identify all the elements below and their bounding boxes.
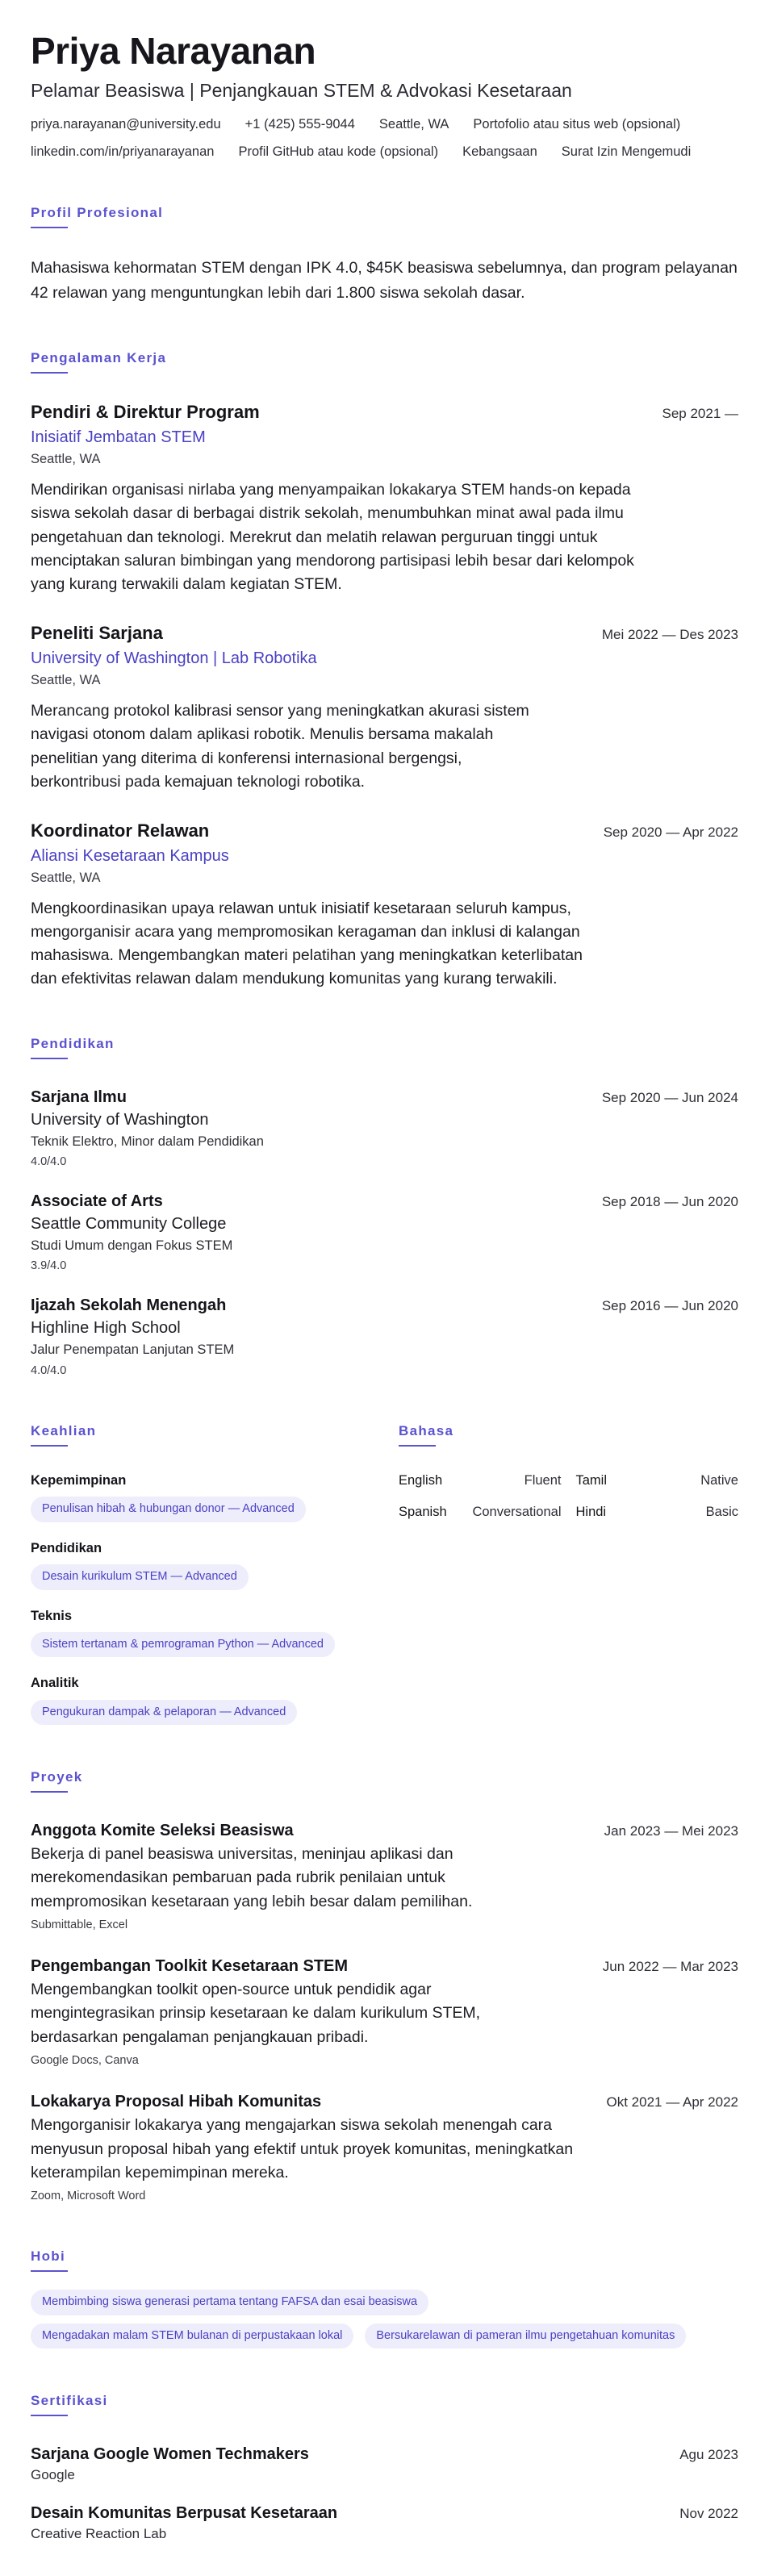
- skill-category: Teknis: [31, 1608, 73, 1623]
- section-divider: [31, 372, 68, 374]
- education-entry: [31, 1087, 738, 1170]
- language-item: [399, 1472, 562, 1489]
- section-title: Bahasa: [399, 1422, 454, 1438]
- experience-entry: [31, 622, 738, 794]
- section-title: Profil Profesional: [31, 205, 164, 220]
- employer-name: Inisiatif Jembatan STEM: [31, 428, 206, 446]
- gpa: 4.0/4.0: [31, 1154, 67, 1168]
- skill-category: Analitik: [31, 1676, 79, 1691]
- experience-entry: [31, 401, 738, 596]
- section-title: Keahlian: [31, 1422, 97, 1438]
- project-dates: Jun 2022 — Mar 2023: [602, 1959, 738, 1975]
- certifications-section: [31, 2394, 738, 2544]
- languages-section: [399, 1424, 738, 1725]
- section-divider: [31, 2270, 68, 2272]
- education-entry: [31, 1295, 738, 1378]
- project-entry: [31, 1820, 738, 1933]
- hobby-pill: Bersukarelawan di pameran ilmu pengetahuan komunitas: [365, 2323, 686, 2348]
- linkedin-link[interactable]: linkedin.com/in/priyanarayanan: [31, 144, 215, 160]
- section-title: Hobi: [31, 2248, 65, 2265]
- job-location: Seattle, WA: [31, 870, 101, 885]
- skill-group: [31, 1608, 353, 1658]
- language-name: Tamil: [575, 1472, 608, 1488]
- certification-issuer: Creative Reaction Lab: [31, 2525, 167, 2541]
- field-of-study: Jalur Penempatan Lanjutan STEM: [31, 1342, 235, 1358]
- education-dates: Sep 2018 — Jun 2020: [601, 1194, 738, 1210]
- project-dates: Jan 2023 — Mei 2023: [604, 1823, 738, 1839]
- job-dates: Sep 2021 —: [662, 406, 738, 422]
- contact-info: [31, 117, 738, 161]
- certification-date: Nov 2022: [679, 2505, 738, 2521]
- degree-title: Ijazah Sekolah Menengah: [31, 1296, 227, 1315]
- field-of-study: Studi Umum dengan Fokus STEM: [31, 1238, 233, 1254]
- language-level: Conversational: [472, 1505, 562, 1520]
- language-level: Basic: [705, 1505, 738, 1520]
- skills-section: [31, 1424, 353, 1725]
- language-item: [576, 1472, 739, 1489]
- contact-row: [31, 117, 738, 133]
- nationality-text: Kebangsaan: [462, 144, 537, 160]
- project-title: Pengembangan Toolkit Kesetaraan STEM: [31, 1957, 349, 1976]
- job-title: Pendiri & Direktur Program: [31, 402, 260, 423]
- skill-group: [31, 1675, 353, 1725]
- language-item: [399, 1504, 562, 1521]
- section-divider: [31, 1058, 68, 1059]
- skill-pill: Penulisan hibah & hubungan donor — Advanced: [31, 1497, 306, 1522]
- job-dates: Sep 2020 — Apr 2022: [603, 825, 738, 840]
- job-location: Seattle, WA: [31, 672, 101, 687]
- language-level: Fluent: [524, 1472, 562, 1488]
- skills-languages-row: [31, 1424, 738, 1725]
- job-description: Merancang protokol kalibrasi sensor yang meningkatkan akurasi sistem navigasi otonom dalam aplikasi robotik. Menulis bersama makalah penelitian yang diterima di konferensi internasional bergengsi, berkontribusi pada kemajuan teknologi robotika.: [31, 702, 529, 791]
- candidate-name: Priya Narayanan: [31, 30, 316, 72]
- drivers-license-text: Surat Izin Mengemudi: [561, 144, 692, 160]
- experience-entry: [31, 820, 738, 992]
- skill-pill: Pengukuran dampak & pelaporan — Advanced: [31, 1700, 297, 1725]
- section-title: Sertifikasi: [31, 2393, 108, 2409]
- school-name: Highline High School: [31, 1319, 181, 1338]
- language-name: Spanish: [399, 1505, 447, 1520]
- hobby-list: [31, 2290, 757, 2348]
- hobby-pill: Mengadakan malam STEM bulanan di perpustakaan lokal: [31, 2323, 353, 2348]
- contact-row: [31, 144, 738, 161]
- section-divider: [31, 1445, 68, 1447]
- skill-category: Kepemimpinan: [31, 1472, 127, 1488]
- language-name: Hindi: [575, 1505, 607, 1520]
- profile-summary: Mahasiswa kehormatan STEM dengan IPK 4.0, $45K beasiswa sebelumnya, dan program pelayanan 42 relawan yang menguntungkan lebih dari 1.800 siswa sekolah dasar.: [31, 259, 738, 303]
- project-entry: [31, 1956, 738, 2069]
- job-description: Mengkoordinasikan upaya relawan untuk inisiatif kesetaraan seluruh kampus, mengorganisir acara yang mempromosikan keragaman dan inklusi di kalangan mahasiswa. Mengembangkan materi pelatihan yang meningkatkan keterlibatan dan efektivitas relawan dalam mendukung komunitas yang kurang terwakili.: [31, 899, 583, 988]
- certification-issuer: Google: [31, 2467, 75, 2483]
- job-title: Peneliti Sarjana: [31, 623, 163, 644]
- section-title: Proyek: [31, 1769, 83, 1785]
- certification-title: Sarjana Google Women Techmakers: [31, 2445, 309, 2464]
- section-divider: [31, 227, 68, 228]
- projects-section: [31, 1770, 738, 2204]
- skill-category: Pendidikan: [31, 1540, 102, 1555]
- skill-group: [31, 1472, 353, 1522]
- skill-group: [31, 1540, 353, 1590]
- profile-section: [31, 206, 738, 306]
- hobbies-section: [31, 2249, 738, 2348]
- job-location: Seattle, WA: [31, 451, 101, 466]
- gpa: 3.9/4.0: [31, 1259, 67, 1273]
- project-tools: Submittable, Excel: [31, 1918, 128, 1931]
- job-description: Mendirikan organisasi nirlaba yang menyampaikan lokakarya STEM hands-on kepada siswa sekolah dasar di berbagai distrik sekolah, menumbuhkan minat awal pada ilmu pengetahuan dan teknologi. Merekrut dan melatih relawan perguruan tinggi untuk menciptakan saluran bimbingan yang mendorong partisipasi lebih besar dari kelompok yang kurang terwakili dalam kegiatan STEM.: [31, 481, 634, 594]
- project-title: Anggota Komite Seleksi Beasiswa: [31, 1822, 294, 1840]
- language-item: [576, 1504, 739, 1521]
- email-link[interactable]: priya.narayanan@university.edu: [31, 117, 221, 132]
- certification-title: Desain Komunitas Berpusat Kesetaraan: [31, 2503, 338, 2522]
- employer-name: University of Washington | Lab Robotika: [31, 649, 317, 667]
- school-name: Seattle Community College: [31, 1215, 227, 1234]
- skill-pill: Sistem tertanam & pemrograman Python — Advanced: [31, 1632, 335, 1657]
- candidate-subtitle: Pelamar Beasiswa | Penjangkauan STEM & Advokasi Kesetaraan: [31, 79, 572, 101]
- certification-date: Agu 2023: [679, 2447, 738, 2463]
- project-tools: Google Docs, Canva: [31, 2053, 139, 2067]
- education-dates: Sep 2020 — Jun 2024: [601, 1089, 738, 1105]
- phone-link[interactable]: +1 (425) 555-9044: [244, 117, 355, 132]
- education-dates: Sep 2016 — Jun 2020: [601, 1298, 738, 1314]
- project-description: Bekerja di panel beasiswa universitas, meninjau aplikasi dan merekomendasikan pembaruan pada rubrik penilaian untuk mempromosikan kesetaraan yang lebih besar dalam pemilihan.: [31, 1845, 473, 1910]
- section-divider: [31, 2415, 68, 2416]
- field-of-study: Teknik Elektro, Minor dalam Pendidikan: [31, 1134, 264, 1149]
- project-entry: [31, 2091, 738, 2204]
- employer-name: Aliansi Kesetaraan Kampus: [31, 846, 229, 865]
- certification-entry: [31, 2444, 738, 2485]
- job-dates: Mei 2022 — Des 2023: [601, 627, 738, 643]
- project-tools: Zoom, Microsoft Word: [31, 2190, 146, 2203]
- job-title: Koordinator Relawan: [31, 820, 210, 841]
- project-description: Mengembangkan toolkit open-source untuk pendidik agar mengintegrasikan prinsip kesetaraan ke dalam kurikulum STEM, berdasarkan pengalaman penjangkauan pribadi.: [31, 1981, 481, 2046]
- portfolio-link[interactable]: Portofolio atau situs web (opsional): [473, 117, 681, 132]
- language-name: English: [399, 1472, 443, 1488]
- project-dates: Okt 2021 — Apr 2022: [606, 2094, 738, 2110]
- github-link[interactable]: Profil GitHub atau kode (opsional): [238, 144, 439, 160]
- section-divider: [399, 1445, 436, 1447]
- gpa: 4.0/4.0: [31, 1363, 67, 1377]
- section-divider: [31, 1791, 68, 1793]
- language-level: Native: [700, 1472, 738, 1488]
- location-text: Seattle, WA: [378, 117, 449, 132]
- degree-title: Associate of Arts: [31, 1192, 163, 1211]
- project-title: Lokakarya Proposal Hibah Komunitas: [31, 2093, 322, 2111]
- section-title: Pengalaman Kerja: [31, 350, 167, 366]
- experience-section: [31, 351, 738, 991]
- skill-pill: Desain kurikulum STEM — Advanced: [31, 1564, 249, 1589]
- degree-title: Sarjana Ilmu: [31, 1088, 127, 1106]
- resume-header: [31, 31, 738, 161]
- education-section: [31, 1037, 738, 1379]
- certification-entry: [31, 2503, 738, 2544]
- hobby-pill: Membimbing siswa generasi pertama tentang FAFSA dan esai beasiswa: [31, 2290, 428, 2315]
- section-title: Pendidikan: [31, 1035, 115, 1051]
- project-description: Mengorganisir lokakarya yang mengajarkan siswa sekolah menengah cara menyusun proposal hibah yang efektif untuk proyek komunitas, meningkatkan keterampilan kepemimpinan mereka.: [31, 2116, 574, 2181]
- school-name: University of Washington: [31, 1110, 209, 1129]
- education-entry: [31, 1191, 738, 1274]
